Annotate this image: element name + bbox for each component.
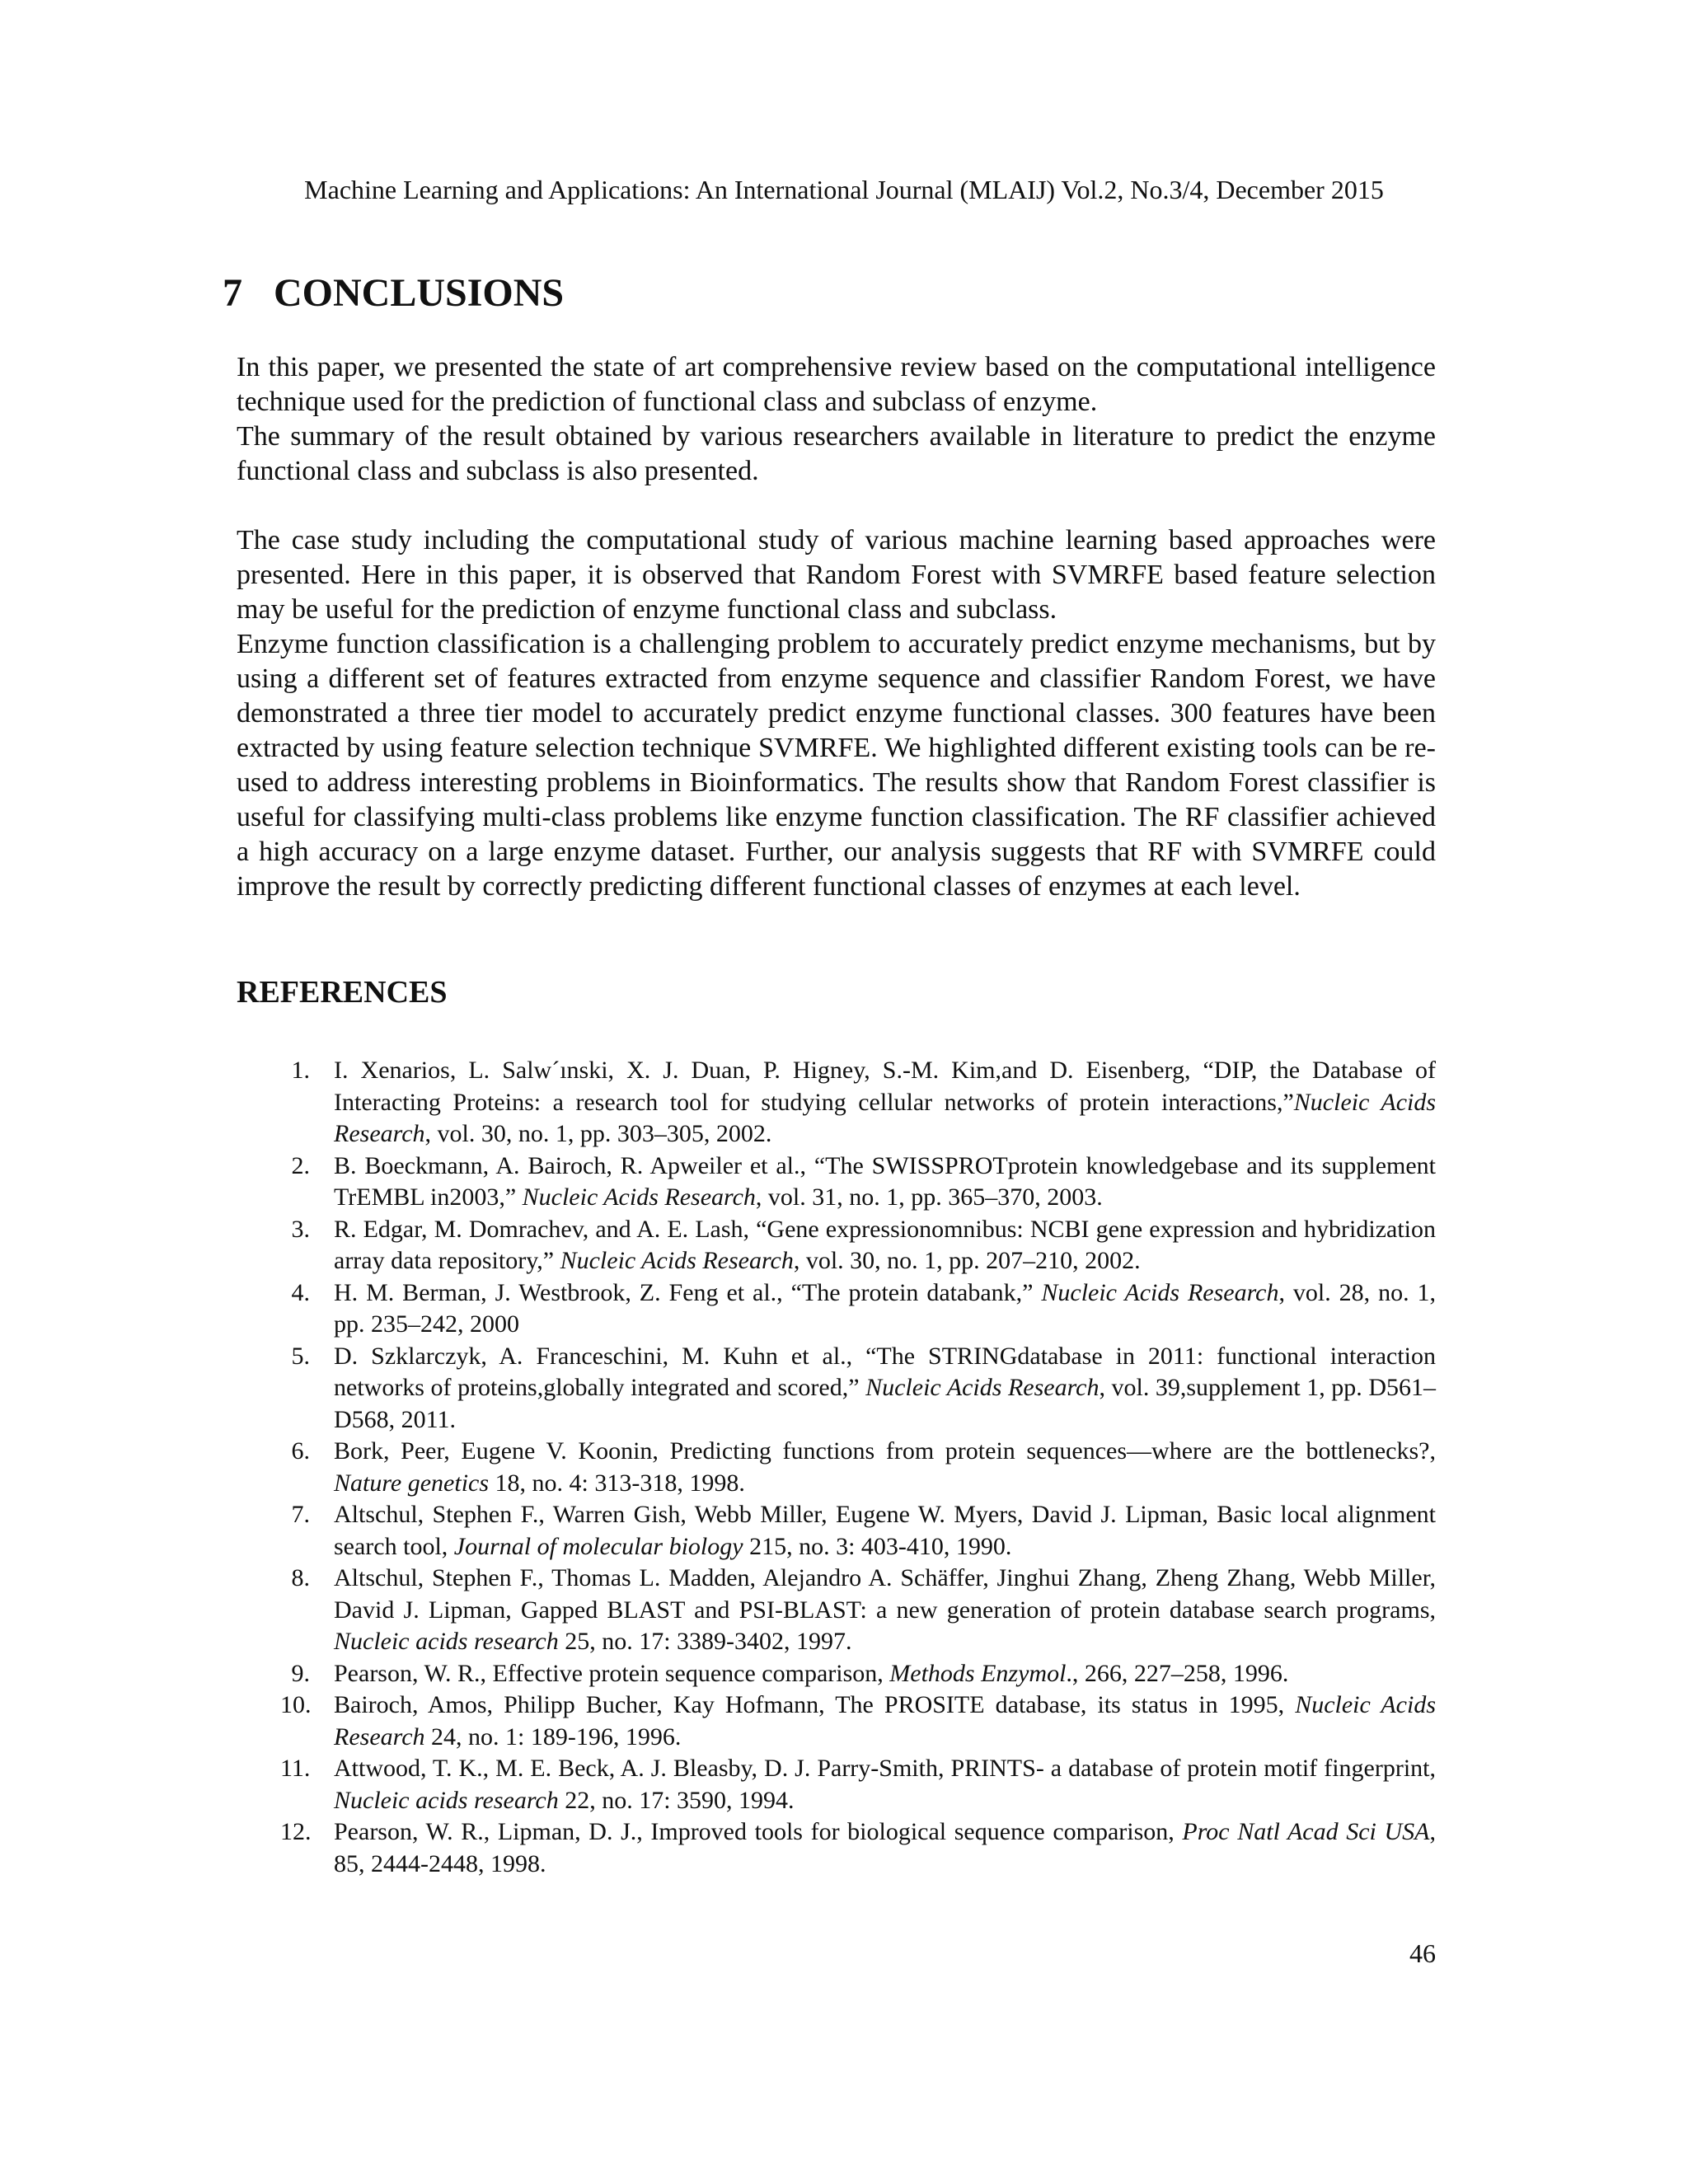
- references-heading: REFERENCES: [237, 975, 448, 1010]
- reference-list: [280, 1055, 1436, 1880]
- reference-item: [280, 1341, 1436, 1436]
- reference-text: Attwood, T. K., M. E. Beck, A. J. Bleasby, D. J. Parry-Smith, PRINTS- a database of protein motif fingerprint,: [334, 1755, 1436, 1782]
- reference-text: H. M. Berman, J. Westbrook, Z. Feng et al., “The protein databank,”: [334, 1278, 1042, 1306]
- reference-number: 11.: [280, 1755, 311, 1782]
- reference-number: 2.: [291, 1151, 310, 1179]
- reference-text: Bairoch, Amos, Philipp Bucher, Kay Hofmann, The PROSITE database, its status in 1995,: [334, 1691, 1296, 1718]
- reference-details: ., 266, 227–258, 1996.: [1066, 1659, 1289, 1687]
- reference-item: [280, 1658, 1436, 1690]
- reference-journal: Nucleic Acids Research: [1041, 1278, 1279, 1306]
- reference-journal: Nucleic acids research: [334, 1628, 559, 1655]
- reference-details: , vol. 30, no. 1, pp. 207–210, 2002.: [793, 1247, 1141, 1274]
- reference-number: 7.: [291, 1501, 310, 1528]
- conclusions-body: [237, 350, 1436, 904]
- reference-details: , vol. 39,supplement 1, pp. D561–D568, 2011.: [334, 1374, 1437, 1433]
- reference-details: , vol. 30, no. 1, pp. 303–305, 2002.: [424, 1120, 772, 1147]
- paragraph: Enzyme function classification is a challenging problem to accurately predict enzyme mechanisms, but by using a different set of features extracted from enzyme sequence and classifier Random Forest, we have demonstrated a three tier model to accurately predict enzyme functional classes. 300 features have been extracted by using feature selection technique SVMRFE. We highlighted different existing tools can be re-used to address interesting problems in Bioinformatics. The results show that Random Forest classifier is useful for classifying multi-class problems like enzyme function classification. The RF classifier achieved a high accuracy on a large enzyme dataset. Further, our analysis suggests that RF with SVMRFE could improve the result by correctly predicting different functional classes of enzymes at each level.: [237, 629, 1436, 902]
- reference-details: 22, no. 17: 3590, 1994.: [558, 1786, 795, 1814]
- reference-text: Pearson, W. R., Effective protein sequence comparison,: [334, 1659, 890, 1687]
- reference-journal: Nucleic Acids Research: [560, 1247, 794, 1274]
- reference-details: , vol. 31, no. 1, pp. 365–370, 2003.: [755, 1183, 1103, 1211]
- page-number: 46: [1409, 1938, 1436, 1968]
- reference-text: R. Edgar, M. Domrachev, and A. E. Lash, “Gene expressionomnibus: NCBI gene expression and hybridization array data repository,”: [334, 1215, 1436, 1274]
- reference-text: Altschul, Stephen F., Thomas L. Madden, Alejandro A. Schäffer, Jinghui Zhang, Zheng Zhang, Webb Miller, David J. Lipman, Gapped BLAST and PSI-BLAST: a new generation of protein database search programs,: [334, 1564, 1436, 1624]
- reference-item: [280, 1214, 1436, 1277]
- reference-journal: Methods Enzymol: [889, 1659, 1067, 1687]
- reference-journal: Nature genetics: [334, 1469, 490, 1497]
- reference-number: 10.: [280, 1691, 312, 1718]
- reference-journal: Nucleic Acids Research: [522, 1183, 756, 1211]
- reference-item: [280, 1753, 1436, 1816]
- section-heading: [223, 270, 564, 316]
- reference-details: , 85, 2444-2448, 1998.: [334, 1818, 1436, 1877]
- reference-item: [280, 1055, 1436, 1151]
- reference-text: B. Boeckmann, A. Bairoch, R. Apweiler et al., “The SWISSPROTprotein knowledgebase and its supplement TrEMBL in2003,”: [334, 1151, 1436, 1211]
- reference-journal: Nucleic acids research: [334, 1786, 559, 1814]
- reference-text: Pearson, W. R., Lipman, D. J., Improved tools for biological sequence comparison,: [334, 1818, 1183, 1845]
- paragraph: The case study including the computational study of various machine learning based approaches were presented. Here in this paper, it is observed that Random Forest with SVMRFE based feature selection may be useful for the prediction of enzyme functional class and subclass.: [237, 525, 1436, 625]
- reference-details: , vol. 28, no. 1, pp. 235–242, 2000: [334, 1278, 1436, 1338]
- section-number: 7: [223, 271, 242, 315]
- paragraph: In this paper, we presented the state of art comprehensive review based on the computational intelligence technique used for the prediction of functional class and subclass of enzyme.: [237, 352, 1436, 417]
- reference-journal: Journal of molecular biology: [453, 1532, 743, 1560]
- reference-journal: Nucleic Acids Research: [865, 1374, 1100, 1401]
- reference-journal: Nucleic Acids Research: [334, 1691, 1436, 1750]
- reference-number: 6.: [291, 1437, 310, 1465]
- reference-text: Altschul, Stephen F., Warren Gish, Webb Miller, Eugene W. Myers, David J. Lipman, Basic local alignment search tool,: [334, 1501, 1436, 1560]
- reference-number: 1.: [291, 1057, 310, 1084]
- reference-item: [280, 1151, 1436, 1214]
- reference-item: [280, 1816, 1436, 1880]
- reference-number: 9.: [291, 1659, 310, 1687]
- reference-item: [280, 1499, 1436, 1563]
- reference-text: Bork, Peer, Eugene V. Koonin, Predicting functions from protein sequences—where are the bottlenecks?,: [334, 1437, 1436, 1465]
- reference-item: [280, 1690, 1436, 1753]
- reference-details: 25, no. 17: 3389-3402, 1997.: [558, 1628, 852, 1655]
- reference-item: [280, 1563, 1436, 1658]
- reference-text: I. Xenarios, L. Salw´ınski, X. J. Duan, P. Higney, S.-M. Kim,and D. Eisenberg, “DIP, the Database of Interacting Proteins: a research tool for studying cellular networks of protein interactions,”: [334, 1057, 1436, 1116]
- section-title: CONCLUSIONS: [274, 271, 565, 315]
- reference-number: 4.: [291, 1278, 310, 1306]
- reference-details: 24, no. 1: 189-196, 1996.: [424, 1722, 682, 1750]
- reference-number: 12.: [280, 1818, 312, 1845]
- reference-details: 215, no. 3: 403-410, 1990.: [743, 1532, 1012, 1560]
- reference-number: 8.: [291, 1564, 310, 1591]
- reference-number: 3.: [291, 1215, 310, 1243]
- reference-journal: Proc Natl Acad Sci USA: [1182, 1818, 1430, 1845]
- reference-item: [280, 1436, 1436, 1499]
- running-header: Machine Learning and Applications: An International Journal (MLAIJ) Vol.2, No.3/4, December 2015: [304, 175, 1384, 204]
- paragraph: The summary of the result obtained by various researchers available in literature to predict the enzyme functional class and subclass is also presented.: [237, 421, 1436, 486]
- reference-text: D. Szklarczyk, A. Franceschini, M. Kuhn et al., “The STRINGdatabase in 2011: functional interaction networks of proteins,globally integrated and scored,”: [334, 1342, 1436, 1401]
- reference-item: [280, 1277, 1436, 1341]
- reference-journal: Nucleic Acids Research: [334, 1088, 1437, 1147]
- reference-details: 18, no. 4: 313-318, 1998.: [489, 1469, 745, 1497]
- reference-number: 5.: [291, 1342, 310, 1370]
